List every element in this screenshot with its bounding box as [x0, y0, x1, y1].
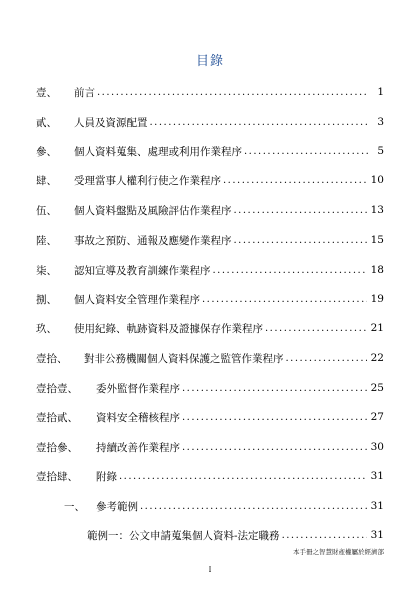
toc-entry-label: 認知宣導及教育訓練作業程序 — [74, 264, 211, 277]
toc-entry-page: 18 — [370, 264, 384, 276]
toc-entry[interactable] — [36, 262, 384, 278]
leader-dots — [234, 205, 367, 216]
toc-title: 目錄 — [195, 54, 224, 69]
leader-dots — [182, 412, 367, 423]
toc-entry-label: 附錄 — [96, 470, 117, 483]
toc-entry-number: 伍、 — [36, 204, 57, 217]
toc-entry-number: 肆、 — [36, 174, 57, 187]
leader-dots — [286, 353, 367, 364]
toc-entry-number: 壹拾貳、 — [36, 411, 78, 424]
toc-entry-page: 22 — [370, 352, 384, 364]
toc-entry-number: 陸、 — [36, 234, 57, 247]
toc-entry-label: 事故之預防、通報及應變作業程序 — [74, 234, 232, 247]
leader-dots — [150, 117, 369, 128]
toc-entry[interactable] — [36, 172, 384, 188]
toc-entry-label: 受理當事人權利行使之作業程序 — [74, 174, 221, 187]
toc-entry-page: 13 — [370, 204, 384, 216]
leader-dots — [244, 146, 368, 157]
toc-entry[interactable] — [36, 439, 384, 455]
toc-entry-label: 個人資料盤點及風險評估作業程序 — [74, 204, 232, 217]
toc-entry-page: 15 — [370, 234, 384, 246]
page-number: I — [208, 566, 212, 574]
toc-entry-page: 5 — [377, 145, 384, 157]
leader-dots — [213, 265, 367, 276]
toc-sub-entry[interactable] — [64, 498, 384, 514]
leader-dots — [97, 87, 368, 98]
toc-entry-label: 個人資料安全管理作業程序 — [74, 293, 200, 306]
copyright-note: 本手冊之智慧財產權屬於經濟部 — [293, 548, 384, 556]
toc-entry-page: 21 — [370, 322, 384, 334]
toc-entry-number: 壹拾壹、 — [36, 382, 78, 395]
toc-entry-label: 參考範例 — [96, 500, 138, 513]
toc-entry-number: 參、 — [36, 145, 57, 158]
toc-entry-page: 25 — [370, 382, 384, 394]
toc-entry[interactable] — [36, 320, 384, 336]
toc-entry-page: 1 — [377, 86, 384, 98]
toc-entry-number: 壹拾參、 — [36, 441, 78, 454]
toc-entry-page: 3 — [377, 116, 384, 128]
toc-entry[interactable] — [36, 350, 384, 366]
toc-entry-label: 個人資料蒐集、處理或利用作業程序 — [74, 145, 242, 158]
toc-entry-page: 19 — [370, 293, 384, 305]
toc-entry-number: 壹拾肆、 — [36, 470, 78, 483]
toc-entry-label: 資料安全稽核程序 — [96, 411, 180, 424]
toc-entry[interactable] — [36, 468, 384, 484]
toc-entry-number: 一、 — [64, 500, 85, 513]
toc-entry-page: 10 — [370, 174, 384, 186]
toc-entry-page: 27 — [370, 411, 384, 423]
toc-entry[interactable] — [36, 84, 384, 100]
leader-dots — [223, 175, 367, 186]
toc-entry-label: 對非公務機關個人資料保護之監管作業程序 — [84, 352, 284, 365]
toc-entry-page: 30 — [370, 441, 384, 453]
toc-entry-label: 持續改善作業程序 — [96, 441, 180, 454]
toc-entry-page: 31 — [370, 529, 384, 541]
leader-dots — [182, 442, 367, 453]
toc-entry[interactable] — [36, 232, 384, 248]
toc-entry[interactable] — [36, 291, 384, 307]
toc-entry-label: 前言 — [74, 86, 95, 99]
toc-sub-sub-entry[interactable] — [87, 527, 384, 543]
toc-entry[interactable] — [36, 202, 384, 218]
toc-entry-number: 玖、 — [36, 322, 57, 335]
toc-entry-label: 委外監督作業程序 — [96, 382, 180, 395]
toc-entry[interactable] — [36, 143, 384, 159]
toc-entry[interactable] — [36, 114, 384, 130]
leader-dots — [119, 471, 367, 482]
leader-dots — [202, 294, 367, 305]
toc-entry-number: 壹、 — [36, 86, 57, 99]
toc-entry-page: 31 — [370, 470, 384, 482]
toc-entry-number: 壹拾、 — [36, 352, 68, 365]
toc-entry-label: 使用紀錄、軌跡資料及證據保存作業程序 — [74, 322, 263, 335]
toc-entry-number: 貳、 — [36, 116, 57, 129]
leader-dots — [182, 383, 367, 394]
toc-entry-number: 柒、 — [36, 264, 57, 277]
leader-dots — [234, 235, 367, 246]
leader-dots — [282, 530, 367, 541]
leader-dots — [265, 323, 367, 334]
toc-entry[interactable] — [36, 409, 384, 425]
toc-entry-page: 31 — [370, 500, 384, 512]
toc-entry-number: 捌、 — [36, 293, 57, 306]
toc-entry[interactable] — [36, 380, 384, 396]
toc-entry-label: 人員及資源配置 — [74, 116, 148, 129]
leader-dots — [140, 501, 367, 512]
toc-entry-label: 範例一：公文申請蒐集個人資料-法定職務 — [87, 529, 280, 542]
